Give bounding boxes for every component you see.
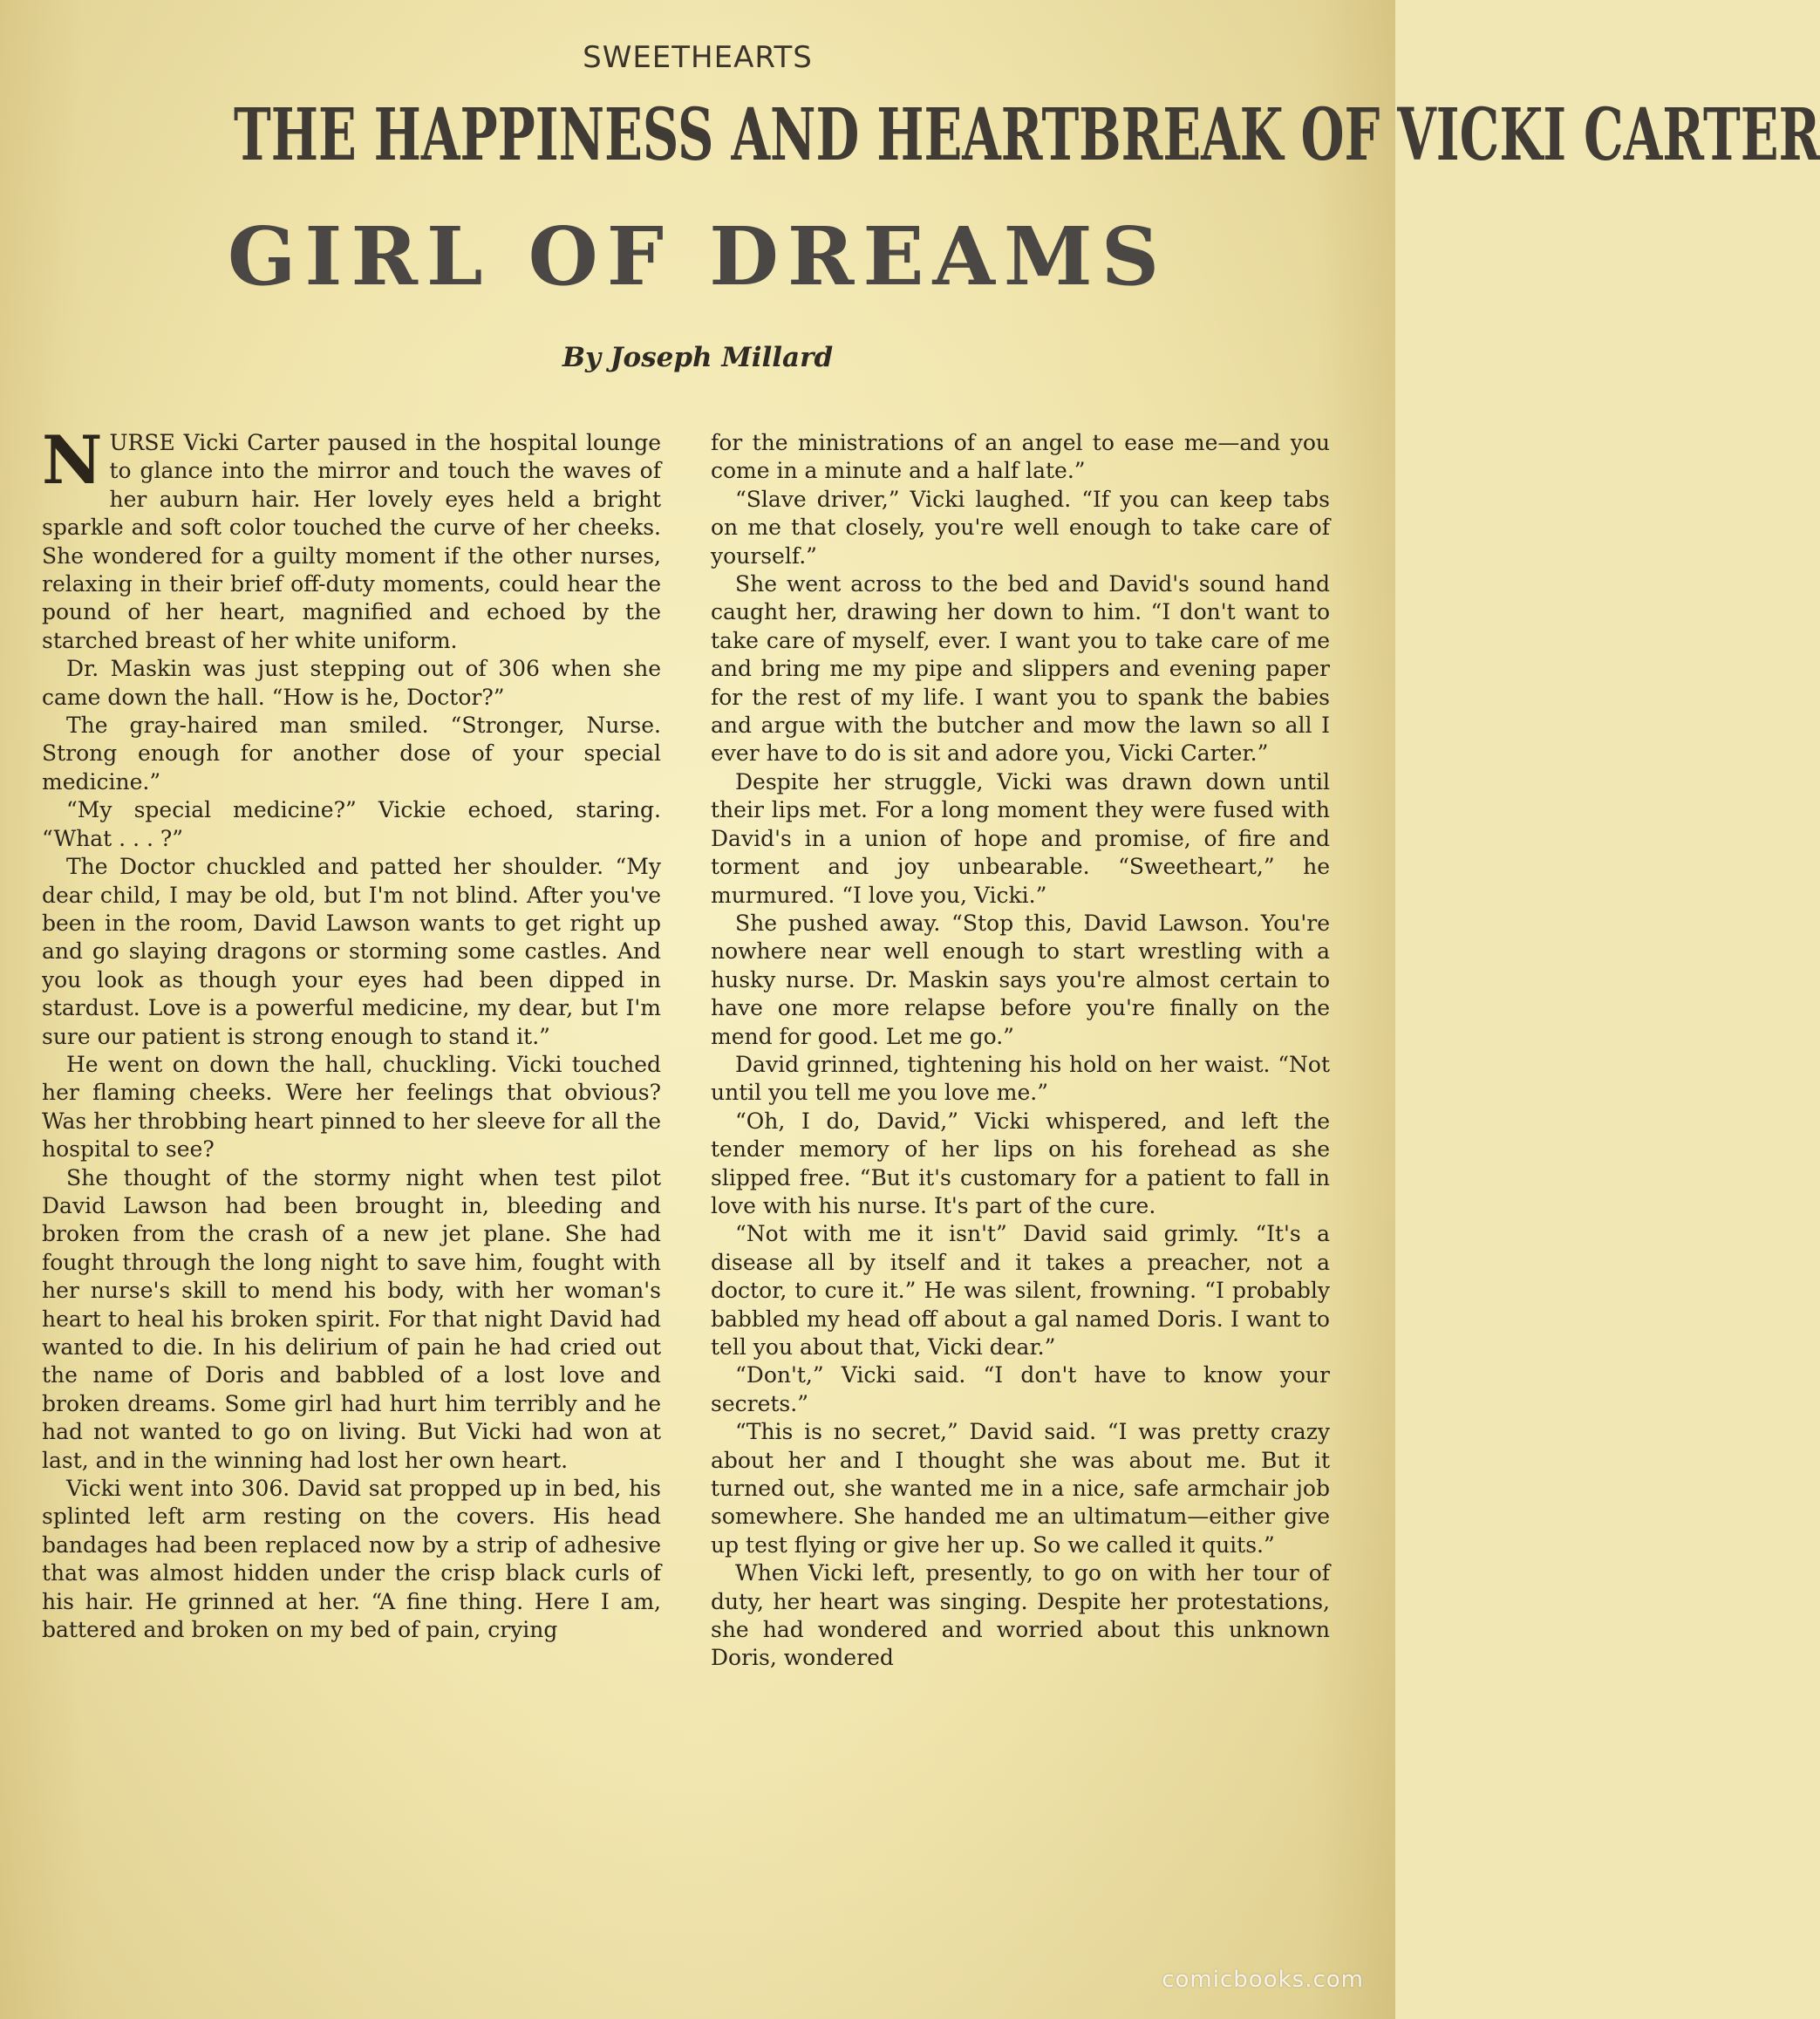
paragraph: She pushed away. “Stop this, David Lawson. You're nowhere near well enough to start wrestling with a husky nurse. Dr. Maskin says you're almost certain to have one more relapse before you're finally on the mend for good. Let me go.” [711,910,1330,1049]
paragraph: When Vicki left, presently, to go on with her tour of duty, her heart was singing. Despite her protestations, she had wondered and worried about this unknown Doris, wondered [711,1560,1330,1671]
paragraph: “Not with me it isn't” David said grimly. “It's a disease all by itself and it takes a preacher, not a doctor, to cure it.” He was silent, frowning. “I probably babbled my head off about a gal named Doris. I want to tell you about that, Vicki dear.” [711,1221,1330,1360]
paragraph: Despite her struggle, Vicki was drawn down until their lips met. For a long moment they were fused with David's in a union of hope and promise, of fire and torment and joy unbearable. “Sweetheart,” he murmured. “I love you, Vicki.” [711,768,1330,908]
continued-paragraph: for the ministrations of an angel to ease me—and you come in a minute and a half late.” [711,430,1330,484]
right-column [711,429,1330,1899]
paragraph: She went across to the bed and David's sound hand caught her, drawing her down to him. “I don't want to take care of myself, ever. I want you to take care of me and bring me my pipe and slippers and evening paper for the rest of my life. I want you to spank the babies and argue with the butcher and mow the lawn so all I ever have to do is sit and adore you, Vicki Carter.” [711,571,1330,767]
paragraph: “Slave driver,” Vicki laughed. “If you can keep tabs on me that closely, you're well enough to take care of yourself.” [711,486,1330,569]
opening-paragraph-text: URSE Vicki Carter paused in the hospital lounge to glance into the mirror and touch the waves of her auburn hair. Her lovely eyes held a bright sparkle and soft color touched the curve of her cheeks. She wondered for a guilty moment if the other nurses, relaxing in their brief off-duty moments, could hear the pound of her heart, magnified and echoed by the starched breast of her white uniform. [42,430,661,653]
masthead: SWEETHEARTS [583,40,813,75]
paragraph: “Don't,” Vicki said. “I don't have to know your secrets.” [711,1362,1330,1416]
paragraph: “My special medicine?” Vickie echoed, staring. “What . . . ?” [42,797,661,851]
paragraph: “This is no secret,” David said. “I was pretty crazy about her and I thought she was about me. But it turned out, she wanted me in a nice, safe armchair job somewhere. She handed me an ultimatum—either give up test flying or give her up. So we called it quits.” [711,1419,1330,1558]
paragraph: She thought of the stormy night when test pilot David Lawson had been brought in, bleeding and broken from the crash of a new jet plane. She had fought through the long night to save him, fought with her nurse's skill to mend his body, with her woman's heart to heal his broken spirit. For that night David had wanted to die. In his delirium of pain he had cried out the name of Doris and babbled of a lost love and broken dreams. Some girl had hurt him terribly and he had not wanted to go on living. But Vicki had won at last, and in the winning had lost her own heart. [42,1164,661,1473]
paragraph: He went on down the hall, chuckling. Vicki touched her flaming cheeks. Were her feelings that obvious? Was her throbbing heart pinned to her sleeve for all the hospital to see? [42,1051,661,1163]
paragraph: The gray-haired man smiled. “Stronger, Nurse. Strong enough for another dose of your special medicine.” [42,713,661,795]
opening-paragraph [42,421,661,655]
story-headline: THE HAPPINESS AND HEARTBREAK OF VICKI CARTER [234,93,1820,177]
watermark: comicbooks.com [1162,1967,1364,1993]
paragraph: David grinned, tightening his hold on her waist. “Not until you tell me you love me.” [711,1051,1330,1106]
paragraph: The Doctor chuckled and patted her shoulder. “My dear child, I may be old, but I'm not blind. After you've been in the room, David Lawson wants to get right up and go slaying dragons or storming some castles. And you look as though your eyes had been dipped in stardust. Love is a powerful medicine, my dear, but I'm sure our patient is strong enough to stand it.” [42,854,661,1049]
left-column [42,421,661,1899]
drop-cap: N [42,421,103,499]
paragraph: “Oh, I do, David,” Vicki whispered, and left the tender memory of her lips on his forehead as she slipped free. “But it's customary for a patient to fall in love with his nurse. It's part of the cure. [711,1108,1330,1218]
paragraph: Dr. Maskin was just stepping out of 306 when she came down the hall. “How is he, Doctor?” [42,656,661,710]
paragraph: Vicki went into 306. David sat propped up in bed, his splinted left arm resting on the covers. His head bandages had been replaced now by a strip of adhesive that was almost hidden under the crisp black curls of his hair. He grinned at her. “A fine thing. Here I am, battered and broken on my bed of pain, crying [42,1476,661,1643]
byline: By Joseph Millard [562,342,834,373]
story-title: GIRL OF DREAMS [227,209,1169,304]
